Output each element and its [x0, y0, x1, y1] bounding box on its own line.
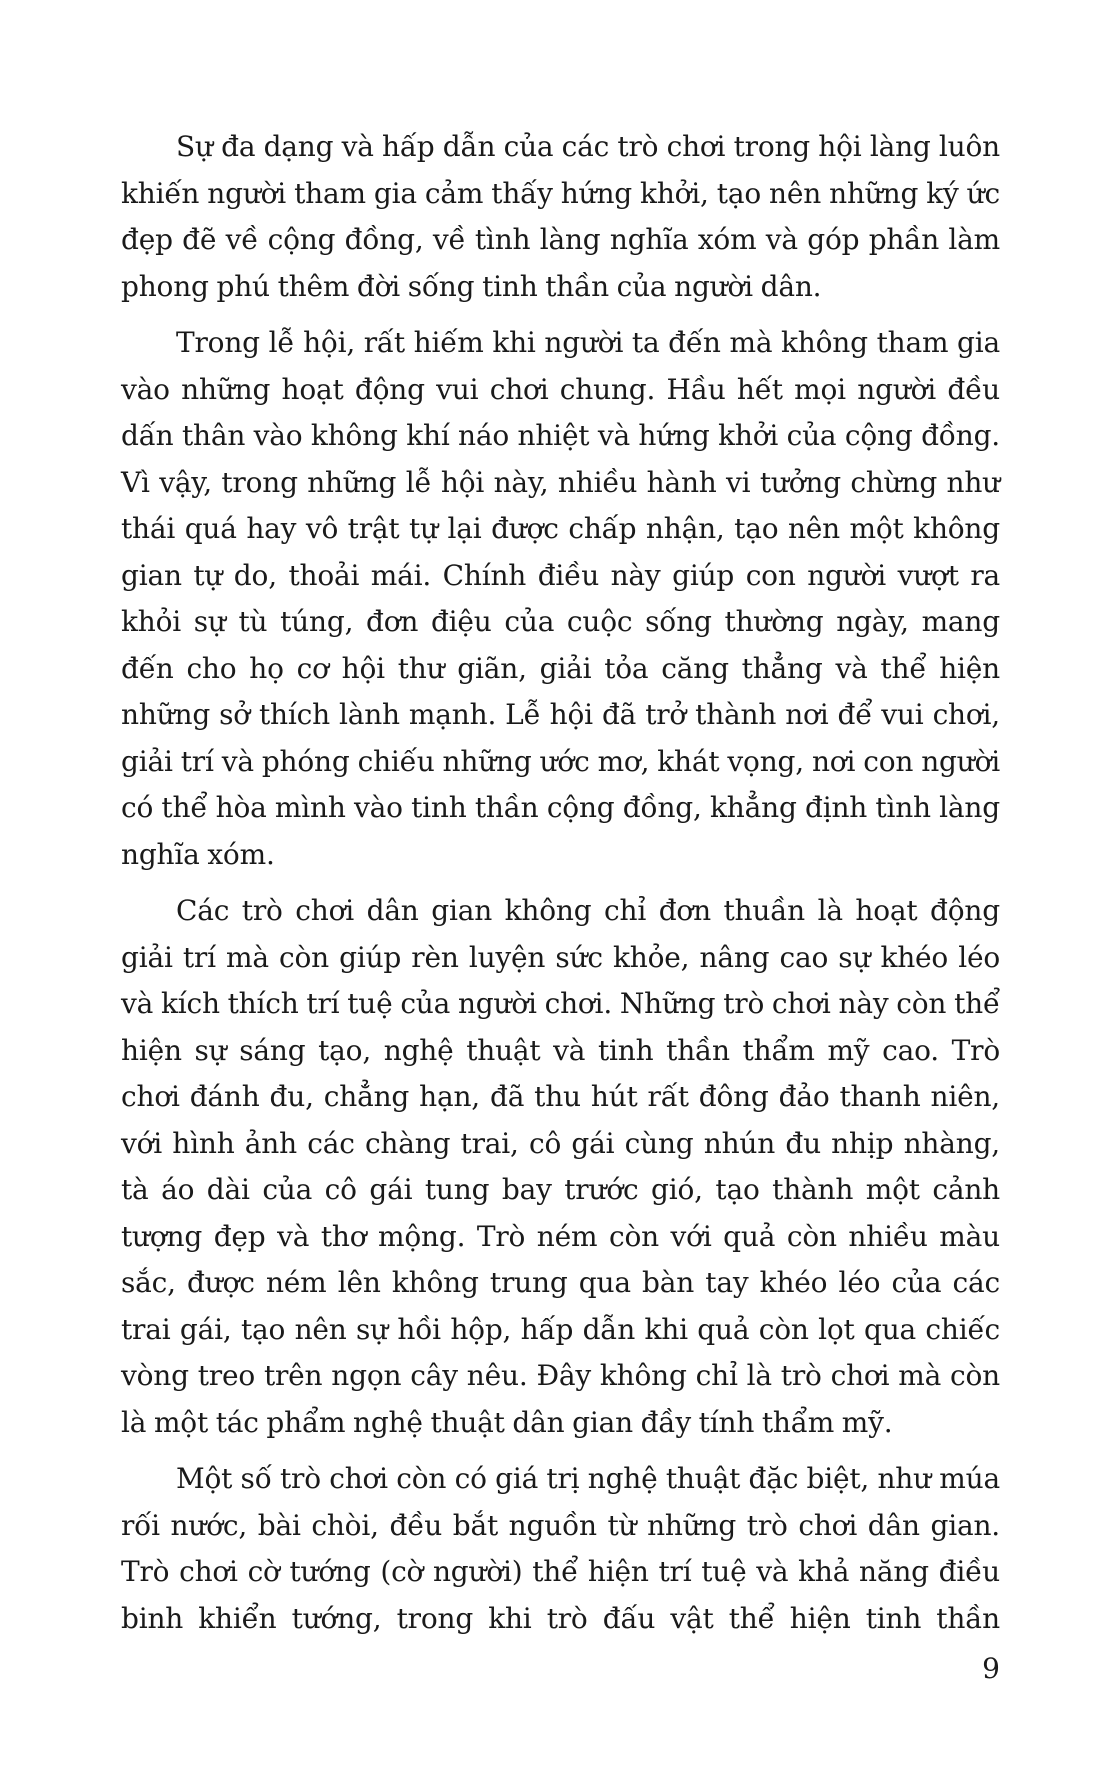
page-number: 9 [982, 1652, 1000, 1685]
paragraph-1: Sự đa dạng và hấp dẫn của các trò chơi trong hội làng luôn khiến người tham gia cảm thấy hứng khởi, tạo nên những ký ức đẹp đẽ về cộng đồng, về tình làng nghĩa xóm và góp phần làm phong phú thêm đời sống tinh thần của người dân. [121, 130, 1000, 303]
paragraph-3: Các trò chơi dân gian không chỉ đơn thuần là hoạt động giải trí mà còn giúp rèn luyện sức khỏe, nâng cao sự khéo léo và kích thích trí tuệ của người chơi. Những trò chơi này còn thể hiện sự sáng tạo, nghệ thuật và tinh thần thẩm mỹ cao. Trò chơi đánh đu, chẳng hạn, đã thu hút rất đông đảo thanh niên, với hình ảnh các chàng trai, cô gái cùng nhún đu nhịp nhàng, tà áo dài của cô gái tung bay trước gió, tạo thành một cảnh tượng đẹp và thơ mộng. Trò ném còn với quả còn nhiều màu sắc, được ném lên không trung qua bàn tay khéo léo của các trai gái, tạo nên sự hồi hộp, hấp dẫn khi quả còn lọt qua chiếc vòng treo trên ngọn cây nêu. Đây không chỉ là trò chơi mà còn là một tác phẩm nghệ thuật dân gian đầy tính thẩm mỹ. [121, 894, 1000, 1439]
paragraph-4: Một số trò chơi còn có giá trị nghệ thuật đặc biệt, như múa rối nước, bài chòi, đều bắt nguồn từ những trò chơi dân gian. Trò chơi cờ tướng (cờ người) thể hiện trí tuệ và khả năng điều binh khiển tướng, trong khi trò đấu vật thể hiện tinh thần [121, 1462, 1000, 1635]
paragraph-2: Trong lễ hội, rất hiếm khi người ta đến mà không tham gia vào những hoạt động vui chơi chung. Hầu hết mọi người đều dấn thân vào không khí náo nhiệt và hứng khởi của cộng đồng. Vì vậy, trong những lễ hội này, nhiều hành vi tưởng chừng như thái quá hay vô trật tự lại được chấp nhận, tạo nên một không gian tự do, thoải mái. Chính điều này giúp con người vượt ra khỏi sự tù túng, đơn điệu của cuộc sống thường ngày, mang đến cho họ cơ hội thư giãn, giải tỏa căng thẳng và thể hiện những sở thích lành mạnh. Lễ hội đã trở thành nơi để vui chơi, giải trí và phóng chiếu những ước mơ, khát vọng, nơi con người có thể hòa mình vào tinh thần cộng đồng, khẳng định tình làng nghĩa xóm. [121, 326, 1000, 871]
body-text [121, 124, 1000, 1642]
